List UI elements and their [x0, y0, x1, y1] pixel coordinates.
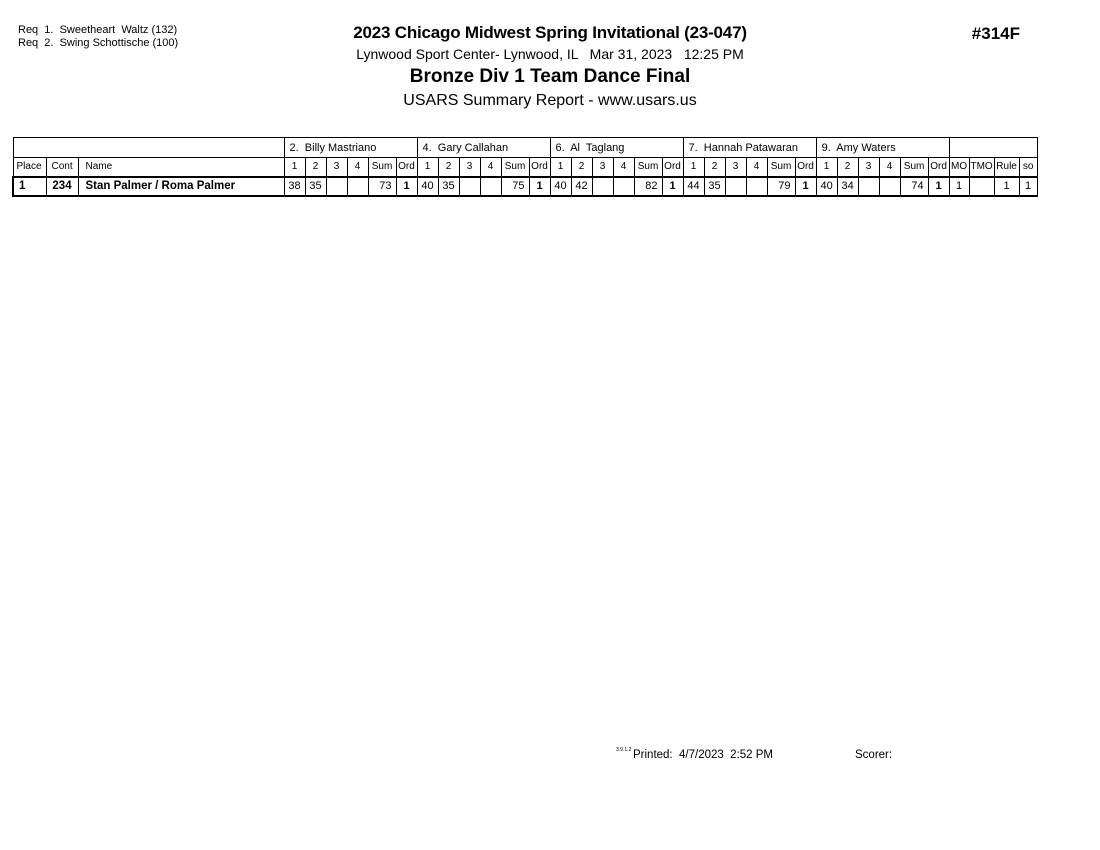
report-type-line: USARS Summary Report - www.usars.us — [403, 92, 697, 109]
j4-score-3 — [725, 177, 746, 196]
judges-row-spacer-right — [949, 138, 1037, 158]
j1-ordinal: 1 — [396, 177, 417, 196]
col-header-j4-ord: Ord — [795, 158, 816, 177]
col-header-j5-1: 1 — [816, 158, 837, 177]
col-header-j4-2: 2 — [704, 158, 725, 177]
contestant-number-cell: 234 — [46, 177, 78, 196]
j3-ordinal: 1 — [662, 177, 683, 196]
judge-name-1: 2. Billy Mastriano — [284, 138, 417, 158]
j2-score-3 — [459, 177, 480, 196]
j4-score-1: 44 — [683, 177, 704, 196]
j2-score-1: 40 — [417, 177, 438, 196]
j1-sum: 73 — [368, 177, 396, 196]
report-header — [0, 22, 1100, 113]
j4-ordinal: 1 — [795, 177, 816, 196]
col-header-j3-4: 4 — [613, 158, 634, 177]
col-header-j3-ord: Ord — [662, 158, 683, 177]
j5-score-2: 34 — [837, 177, 858, 196]
col-header-j4-1: 1 — [683, 158, 704, 177]
col-header-place: Place — [13, 158, 46, 177]
col-header-j2-3: 3 — [459, 158, 480, 177]
col-header-j3-2: 2 — [571, 158, 592, 177]
col-header-j1-2: 2 — [305, 158, 326, 177]
j5-score-1: 40 — [816, 177, 837, 196]
j2-score-2: 35 — [438, 177, 459, 196]
j4-sum: 79 — [767, 177, 795, 196]
col-header-j1-3: 3 — [326, 158, 347, 177]
j1-score-3 — [326, 177, 347, 196]
j3-score-3 — [592, 177, 613, 196]
col-header-name: Name — [78, 158, 284, 177]
judge-name-5: 9. Amy Waters — [816, 138, 949, 158]
j5-ordinal: 1 — [928, 177, 949, 196]
col-header-j2-ord: Ord — [529, 158, 550, 177]
col-header-j1-1: 1 — [284, 158, 305, 177]
col-header-tmo: TMO — [969, 158, 994, 177]
rule-cell: 1 — [994, 177, 1019, 196]
j1-score-4 — [347, 177, 368, 196]
results-table — [12, 137, 1038, 197]
judges-header-row — [13, 138, 1037, 158]
place-cell: 1 — [13, 177, 46, 196]
j2-sum: 75 — [501, 177, 529, 196]
col-header-j5-4: 4 — [879, 158, 900, 177]
col-header-j5-sum: Sum — [900, 158, 928, 177]
col-header-cont: Cont — [46, 158, 78, 177]
col-header-rule: Rule — [994, 158, 1019, 177]
col-header-j4-sum: Sum — [767, 158, 795, 177]
skater-name-cell: Stan Palmer / Roma Palmer — [78, 177, 284, 196]
col-header-j2-1: 1 — [417, 158, 438, 177]
col-header-j2-sum: Sum — [501, 158, 529, 177]
j4-score-4 — [746, 177, 767, 196]
col-header-j4-4: 4 — [746, 158, 767, 177]
j5-score-4 — [879, 177, 900, 196]
total-majority-ordinal-cell — [969, 177, 994, 196]
j3-score-2: 42 — [571, 177, 592, 196]
j4-score-2: 35 — [704, 177, 725, 196]
j5-score-3 — [858, 177, 879, 196]
col-header-so: so — [1019, 158, 1037, 177]
j2-ordinal: 1 — [529, 177, 550, 196]
judge-name-4: 7. Hannah Patawaran — [683, 138, 816, 158]
column-header-row — [13, 158, 1037, 177]
j1-score-1: 38 — [284, 177, 305, 196]
col-header-j1-ord: Ord — [396, 158, 417, 177]
col-header-j3-3: 3 — [592, 158, 613, 177]
col-header-j1-sum: Sum — [368, 158, 396, 177]
col-header-j5-2: 2 — [837, 158, 858, 177]
col-header-j5-ord: Ord — [928, 158, 949, 177]
sum-ordinals-cell: 1 — [1019, 177, 1037, 196]
competition-title: 2023 Chicago Midwest Spring Invitational (23-047) — [353, 23, 747, 42]
col-header-j3-1: 1 — [550, 158, 571, 177]
col-header-j2-4: 4 — [480, 158, 501, 177]
judges-row-spacer-left — [13, 138, 284, 158]
col-header-j3-sum: Sum — [634, 158, 662, 177]
required-dance-1: Req 1. Sweetheart Waltz (132) — [18, 24, 178, 36]
col-header-j4-3: 3 — [725, 158, 746, 177]
j1-score-2: 35 — [305, 177, 326, 196]
j3-score-1: 40 — [550, 177, 571, 196]
table-row — [13, 177, 1037, 196]
j3-score-4 — [613, 177, 634, 196]
col-header-j5-3: 3 — [858, 158, 879, 177]
j2-score-4 — [480, 177, 501, 196]
col-header-j1-4: 4 — [347, 158, 368, 177]
required-dance-2: Req 2. Swing Schottische (100) — [18, 37, 179, 49]
col-header-j2-2: 2 — [438, 158, 459, 177]
judge-name-2: 4. Gary Callahan — [417, 138, 550, 158]
j5-sum: 74 — [900, 177, 928, 196]
judge-name-3: 6. Al Taglang — [550, 138, 683, 158]
col-header-mo: MO — [949, 158, 969, 177]
venue-date-line: Lynwood Sport Center- Lynwood, IL Mar 31, 2023 12:25 PM — [356, 46, 744, 62]
j3-sum: 82 — [634, 177, 662, 196]
scorer-label: Scorer: — [855, 749, 893, 761]
printed-timestamp: Printed: 4/7/2023 2:52 PM — [633, 749, 774, 761]
report-number: #314F — [971, 24, 1020, 43]
software-version: 3.9.1.2 — [616, 747, 632, 753]
majority-ordinal-cell: 1 — [949, 177, 969, 196]
event-title: Bronze Div 1 Team Dance Final — [409, 66, 691, 87]
